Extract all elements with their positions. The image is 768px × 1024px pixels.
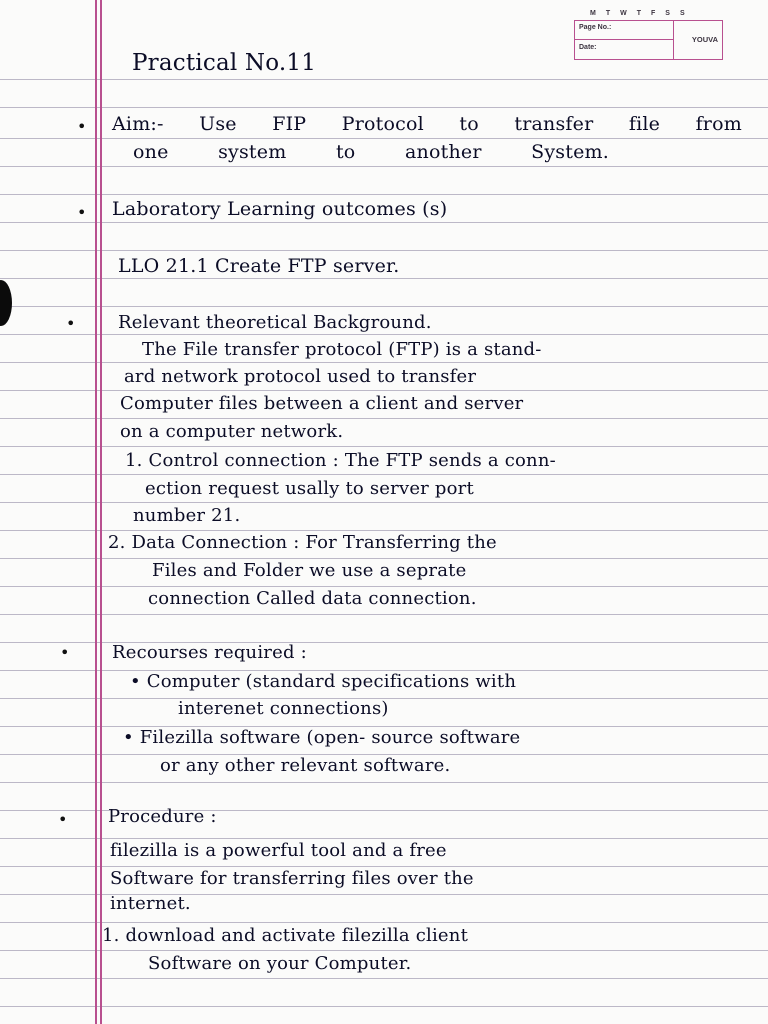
ruled-line (0, 614, 768, 615)
ruled-line (0, 362, 768, 363)
margin-line (100, 0, 102, 1024)
day-letter: S (679, 10, 685, 17)
resources-line: or any other relevant software. (160, 755, 451, 776)
ruled-line (0, 474, 768, 475)
handwritten-word: System. (531, 141, 609, 163)
day-of-week-row (590, 10, 685, 17)
ruled-line (0, 390, 768, 391)
ruled-line (0, 446, 768, 447)
day-letter: M (590, 10, 596, 17)
ruled-line (0, 334, 768, 335)
handwritten-word: system (218, 141, 287, 163)
ruled-line (0, 586, 768, 587)
procedure-line: Software for transferring files over the (110, 868, 474, 889)
handwritten-word: FIP (272, 113, 307, 135)
background-heading: Relevant theoretical Background. (118, 312, 432, 333)
bullet: • (77, 117, 87, 136)
background-line: 2. Data Connection : For Transferring the (108, 532, 497, 553)
handwritten-word: from (695, 113, 742, 135)
resources-heading: Recourses required : (112, 642, 307, 663)
brand-logo: YOUVA (691, 35, 718, 44)
ruled-line (0, 107, 768, 108)
ruled-line (0, 194, 768, 195)
bullet: • (58, 810, 68, 829)
day-letter: T (636, 10, 642, 17)
ruled-line (0, 502, 768, 503)
llo-item: LLO 21.1 Create FTP server. (118, 255, 400, 277)
background-line: number 21. (133, 505, 241, 526)
handwritten-word: transfer (514, 113, 594, 135)
procedure-line: 1. download and activate filezilla client (102, 925, 469, 946)
procedure-line: internet. (110, 893, 191, 914)
ruled-line (0, 866, 768, 867)
background-line: The File transfer protocol (FTP) is a stand- (142, 339, 542, 360)
ruled-line (0, 838, 768, 839)
background-line: connection Called data connection. (148, 588, 477, 609)
aim-line-2 (133, 141, 609, 163)
background-line: ard network protocol used to transfer (124, 366, 477, 387)
background-line: 1. Control connection : The FTP sends a conn- (125, 450, 556, 471)
bullet: • (77, 203, 87, 222)
handwritten-word: Use (199, 113, 237, 135)
day-letter: W (620, 10, 627, 17)
background-line: Files and Folder we use a seprate (152, 560, 467, 581)
ruled-line (0, 166, 768, 167)
page-date-grid (574, 20, 723, 60)
background-line: on a computer network. (120, 421, 344, 442)
page-header-box (574, 10, 723, 60)
resources-line: • Computer (standard specifications with (130, 671, 517, 692)
ruled-line (0, 250, 768, 251)
ruled-line (0, 530, 768, 531)
ruled-line (0, 978, 768, 979)
margin-line (95, 0, 97, 1024)
procedure-line: Software on your Computer. (148, 953, 412, 974)
ruled-line (0, 222, 768, 223)
bullet: • (60, 643, 70, 662)
ruled-line (0, 558, 768, 559)
page-no-label: Page No.: (579, 24, 612, 31)
handwritten-word: Aim:- (112, 113, 164, 135)
bullet: • (66, 314, 76, 333)
handwritten-word: file (628, 113, 661, 135)
ruled-line (0, 1006, 768, 1007)
handwritten-word: to (459, 113, 479, 135)
handwritten-word: another (405, 141, 482, 163)
ruled-line (0, 306, 768, 307)
ruled-line (0, 782, 768, 783)
punch-hole (0, 280, 12, 326)
ruled-line (0, 950, 768, 951)
handwritten-word: Protocol (341, 113, 424, 135)
ruled-line (0, 138, 768, 139)
background-line: Computer files between a client and server (120, 393, 524, 414)
ruled-line (0, 79, 768, 80)
background-line: ection request usally to server port (145, 478, 474, 499)
day-letter: S (665, 10, 670, 17)
procedure-line: filezilla is a powerful tool and a free (110, 840, 447, 861)
aim-line-1 (112, 113, 742, 135)
handwritten-word: to (335, 141, 356, 163)
handwritten-word: one (133, 141, 169, 163)
page-title: Practical No.11 (132, 50, 317, 76)
day-letter: F (651, 10, 656, 17)
resources-line: interenet connections) (178, 698, 389, 719)
ruled-line (0, 922, 768, 923)
resources-line: • Filezilla software (open- source software (123, 727, 521, 748)
date-label: Date: (579, 44, 597, 51)
ruled-line (0, 278, 768, 279)
day-letter: T (605, 10, 611, 17)
ruled-line (0, 418, 768, 419)
procedure-heading: Procedure : (108, 806, 217, 827)
llo-heading: Laboratory Learning outcomes (s) (112, 198, 448, 220)
